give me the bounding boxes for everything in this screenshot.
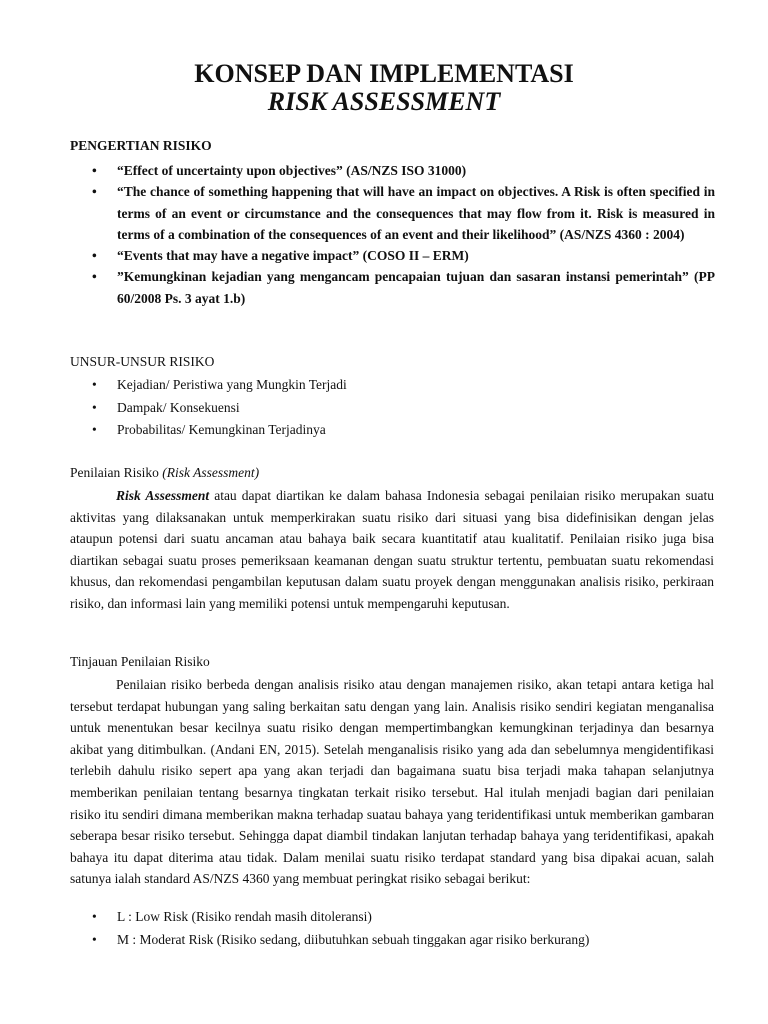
section-heading-tinjauan: Tinjauan Penilaian Risiko xyxy=(70,654,210,669)
heading-italic-text: (Risk Assessment) xyxy=(162,465,260,480)
document-subtitle: RISK ASSESSMENT xyxy=(267,87,501,116)
definition-list xyxy=(70,160,715,309)
list-item: • L : Low Risk (Risiko rendah masih ditoleransi) xyxy=(70,906,715,929)
document-title: KONSEP DAN IMPLEMENTASI xyxy=(194,59,574,88)
heading-text: Penilaian Risiko xyxy=(70,465,159,480)
paragraph-body: atau dapat diartikan ke dalam bahasa Indonesia sebagai penilaian risiko merupakan suatu aktivitas yang dilaksanakan untuk memperkirakan suatu risiko dari situasi yang bisa didefinisikan dengan jelas ataupun potensi dari suatu ancaman atau bahaya baik secara kuantitatif atau kualitatif. Penilaian risiko juga bisa diartikan sebagai suatu proses pemeriksaan keamanan dengan suatu struktur tertentu, pembuatan suatu rekomendasi khusus, dan rekomendasi pengambilan keputusan dalam suatu proyek dengan menggunakan analisis risiko, perkiraan risiko, dan informasi lain yang memiliki potensi untuk mempengaruhi keputusan. xyxy=(70,488,714,611)
element-list xyxy=(70,374,715,442)
section-heading-penilaian-risiko xyxy=(70,464,259,482)
paragraph-lead: Risk Assessment xyxy=(116,488,210,503)
section-heading-unsur-risiko: UNSUR-UNSUR RISIKO xyxy=(70,354,215,369)
list-item: • “The chance of something happening that will have an impact on objectives. A Risk is often specified in terms of an event or circumstance and the consequences that may flow from it. Risk is measured in terms of a combination of the consequences of an event and their likelihood” (AS/NZS 4360 : 2004) xyxy=(70,181,715,245)
list-item: • Probabilitas/ Kemungkinan Terjadinya xyxy=(70,419,715,442)
paragraph-tinjauan: Penilaian risiko berbeda dengan analisis risiko atau dengan manajemen risiko, akan tetapi antara ketiga hal tersebut terdapat hubungan yang saling berkaitan satu dengan yang lain. Analisis risiko sendiri kegiatan menganalisa untuk menentukan besar kecilnya suatu risiko dengan mempertimbangkan kemungkinan terjadinya dan besarnya akibat yang ditimbulkan. (Andani EN, 2015). Setelah menganalisis risiko yang ada dan sebelumnya mengidentifikasi terlebih dahulu risiko sepert apa yang akan terjadi dan bagaimana suatu bisa terjadi maka tahapan selanjutnya memberikan penilaian tentang besarnya tingkatan terkait risiko tersebut. Hal itulah menjadi bagian dari penilaian risiko itu sendiri dimana memberikan makna terhadap suatau bahaya yang teridentifikasi untuk memberikan gambaran seberapa besar risiko tersebut. Sehingga dapat diambil tindakan lanjutan terhadap bahaya yang teridentifikasi, apakah bahaya itu dapat diterima atau tidak. Dalam menilai suatu risiko terdapat standard yang bisa dipakai acuan, salah satunya ialah standard AS/NZS 4360 yang membuat peringkat risiko sebagai berikut: xyxy=(70,677,714,887)
list-item: • “Events that may have a negative impact” (COSO II – ERM) xyxy=(70,245,715,266)
list-item: • M : Moderat Risk (Risiko sedang, diibutuhkan sebuah tinggakan agar risiko berkurang) xyxy=(70,929,715,952)
list-item: • Dampak/ Konsekuensi xyxy=(70,397,715,420)
section-heading-pengertian-risiko: PENGERTIAN RISIKO xyxy=(70,138,212,153)
risk-level-list xyxy=(70,906,715,951)
list-item: • ”Kemungkinan kejadian yang mengancam pencapaian tujuan dan sasaran instansi pemerintah” (PP 60/2008 Ps. 3 ayat 1.b) xyxy=(70,266,715,309)
list-item: • Kejadian/ Peristiwa yang Mungkin Terjadi xyxy=(70,374,715,397)
list-item: • “Effect of uncertainty upon objectives” (AS/NZS ISO 31000) xyxy=(70,160,715,181)
paragraph-risk-assessment xyxy=(70,485,714,615)
